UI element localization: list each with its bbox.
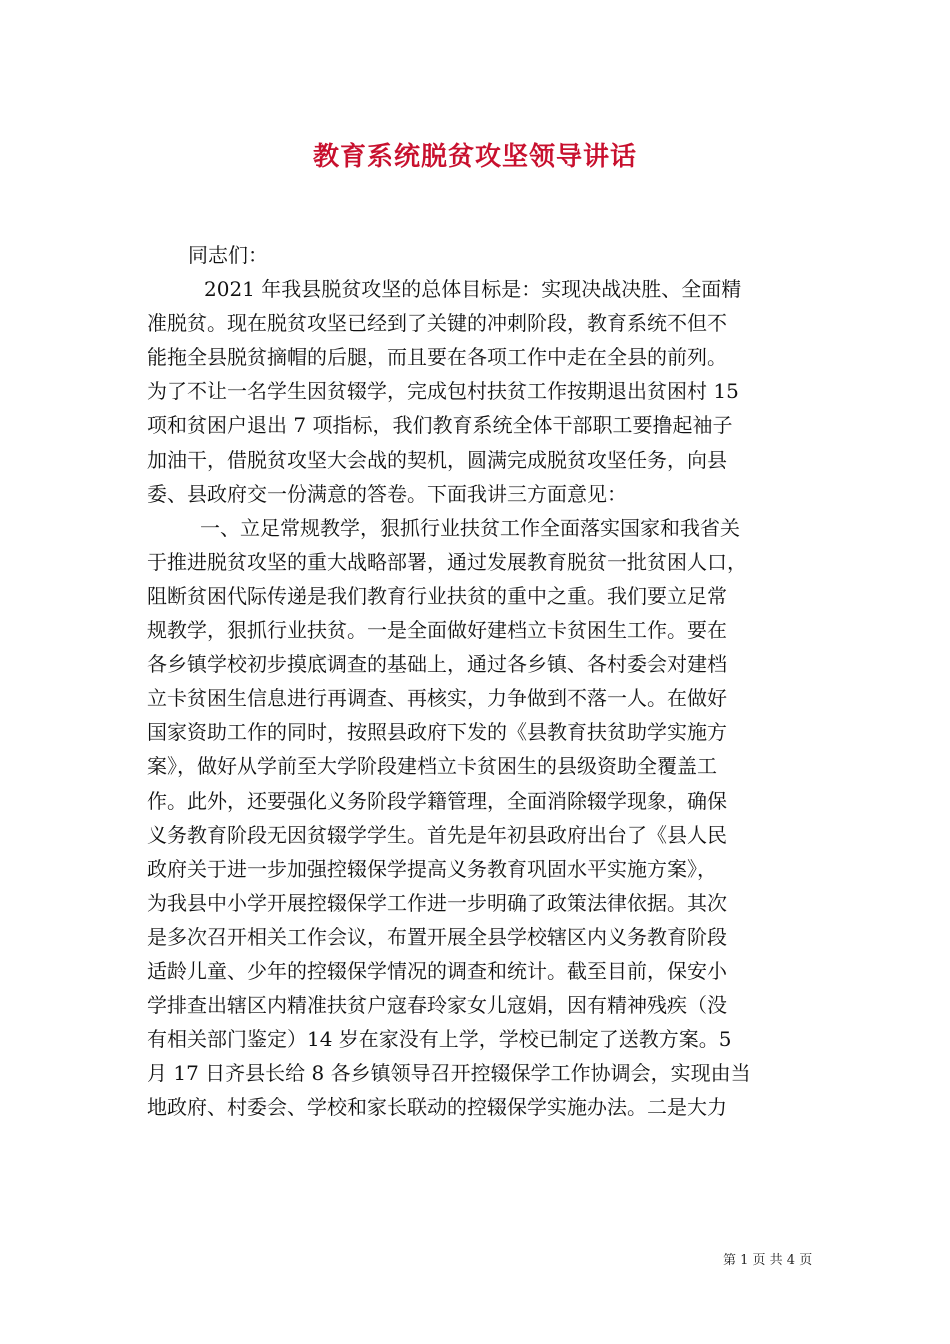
paragraph-line: 学排查出辖区内精准扶贫户寇春玲家女儿寇娟，因有精神残疾（没 bbox=[147, 993, 727, 1018]
paragraph-line: 案》，做好从学前至大学阶段建档立卡贫困生的县级资助全覆盖工 bbox=[147, 754, 717, 779]
paragraph-line: 地政府、村委会、学校和家长联动的控辍保学实施办法。二是大力 bbox=[147, 1095, 727, 1120]
paragraph-line: 立卡贫困生信息进行再调查、再核实，力争做到不落一人。在做好 bbox=[147, 686, 727, 711]
paragraph-line: 加油干，借脱贫攻坚大会战的契机，圆满完成脱贫攻坚任务，向县 bbox=[147, 447, 727, 472]
paragraph-line: 是多次召开相关工作会议，布置开展全县学校辖区内义务教育阶段 bbox=[147, 924, 727, 949]
paragraph-line: 政府关于进一步加强控辍保学提高义务教育巩固水平实施方案》， bbox=[147, 856, 717, 881]
paragraph-line: 义务教育阶段无因贫辍学学生。首先是年初县政府出台了《县人民 bbox=[147, 822, 727, 847]
paragraph-line: 为了不让一名学生因贫辍学，完成包村扶贫工作按期退出贫困村 15 bbox=[147, 379, 739, 404]
document-body bbox=[147, 238, 807, 1124]
paragraph-line: 项和贫困户退出 7 项指标，我们教育系统全体干部职工要撸起袖子 bbox=[147, 413, 733, 438]
paragraph-line: 一、立足常规教学，狠抓行业扶贫工作全面落实国家和我省关 bbox=[200, 515, 740, 540]
paragraph-line: 各乡镇学校初步摸底调查的基础上，通过各乡镇、各村委会对建档 bbox=[147, 652, 727, 677]
paragraph-line: 国家资助工作的同时，按照县政府下发的《县教育扶贫助学实施方 bbox=[147, 720, 727, 745]
paragraph-line: 月 17 日齐县长给 8 各乡镇领导召开控辍保学工作协调会，实现由当 bbox=[147, 1061, 751, 1086]
paragraph-line: 有相关部门鉴定）14 岁在家没有上学，学校已制定了送教方案。5 bbox=[147, 1027, 732, 1052]
page-number-footer: 第 1 页 共 4 页 bbox=[723, 1253, 813, 1268]
document-title: 教育系统脱贫攻坚领导讲话 bbox=[312, 142, 637, 172]
paragraph-line: 委、县政府交一份满意的答卷。下面我讲三方面意见： bbox=[147, 481, 627, 506]
paragraph-line: 作。此外，还要强化义务阶段学籍管理，全面消除辍学现象，确保 bbox=[147, 788, 727, 813]
paragraph-line: 为我县中小学开展控辍保学工作进一步明确了政策法律依据。其次 bbox=[147, 890, 727, 915]
paragraph-line: 能拖全县脱贫摘帽的后腿，而且要在各项工作中走在全县的前列。 bbox=[147, 345, 727, 370]
salutation-line: 同志们： bbox=[188, 243, 268, 267]
paragraph-line: 于推进脱贫攻坚的重大战略部署，通过发展教育脱贫一批贫困人口， bbox=[147, 549, 747, 574]
paragraph-line: 规教学，狠抓行业扶贫。一是全面做好建档立卡贫困生工作。要在 bbox=[147, 618, 727, 643]
paragraph-line: 2021 年我县脱贫攻坚的总体目标是：实现决战决胜、全面精 bbox=[204, 277, 742, 302]
paragraph-line: 适龄儿童、少年的控辍保学情况的调查和统计。截至目前，保安小 bbox=[147, 958, 727, 983]
paragraph-line: 阻断贫困代际传递是我们教育行业扶贫的重中之重。我们要立足常 bbox=[147, 583, 727, 608]
paragraph-line: 准脱贫。现在脱贫攻坚已经到了关键的冲刺阶段，教育系统不但不 bbox=[147, 311, 727, 336]
